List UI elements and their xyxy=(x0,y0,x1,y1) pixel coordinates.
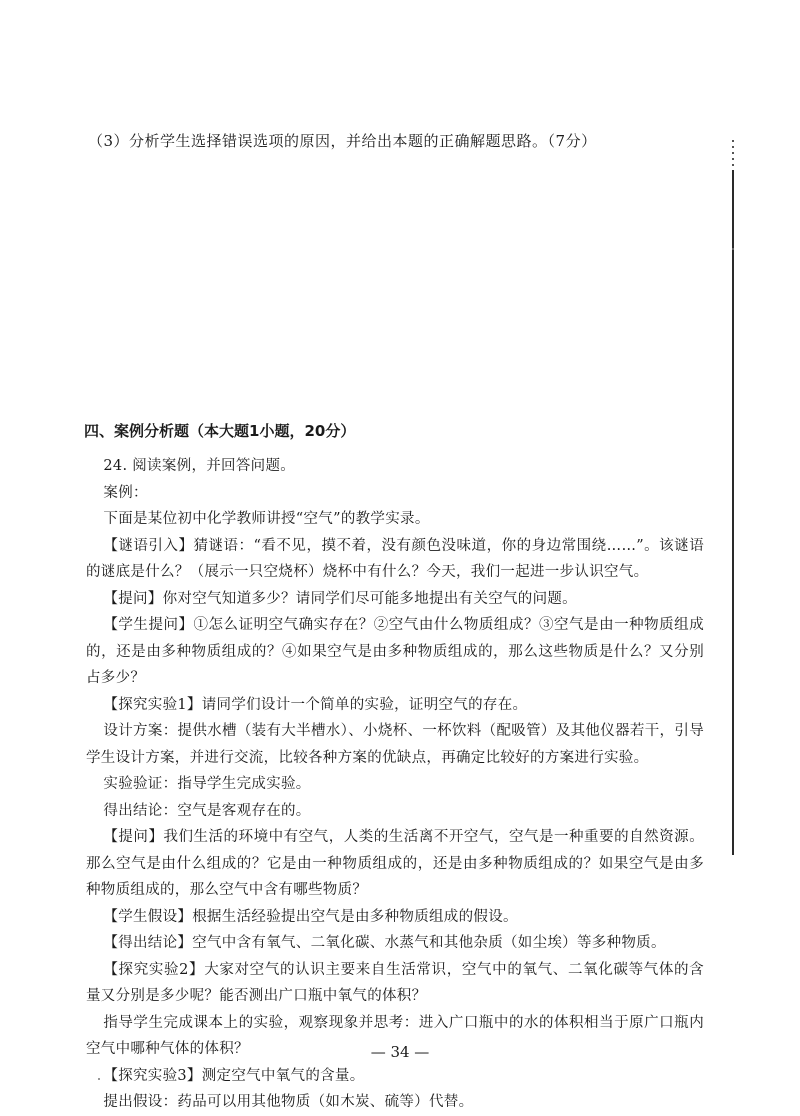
case-paragraph: 下面是某位初中化学教师讲授“空气”的教学实录。 xyxy=(103,511,430,527)
case-paragraph: 【学生假设】根据生活经验提出空气是由多种物质组成的假设。 xyxy=(103,908,518,925)
case-paragraph: 【探究实验2】大家对空气的认识主要来自生活常识，空气中的氧气、二氧化碳等气体的含量又分别是多少呢？能否测出广口瓶中氧气的体积？ xyxy=(86,961,704,1004)
scan-speck xyxy=(98,1078,100,1080)
case-paragraph: 得出结论：空气是客观存在的。 xyxy=(103,802,311,819)
case-paragraph: 提出假设：药品可以用其他物质（如木炭、硫等）代替。 xyxy=(103,1094,474,1110)
case-paragraph: 【得出结论】空气中含有氧气、二氧化碳、水蒸气和其他杂质（如尘埃）等多种物质。 xyxy=(103,935,666,951)
case-paragraph: 【探究实验1】请同学们设计一个简单的实验，证明空气的存在。 xyxy=(103,696,528,713)
case-study-body xyxy=(86,453,704,1116)
case-paragraph: 【探究实验3】测定空气中氧气的含量。 xyxy=(103,1067,365,1084)
case-paragraph: 24. 阅读案例，并回答问题。 xyxy=(103,458,296,474)
section-title: 四、案例分析题（本大题1小题，20分） xyxy=(84,422,356,440)
case-paragraph: 实验验证：指导学生完成实验。 xyxy=(103,776,311,792)
question-3-prompt: （3）分析学生选择错误选项的原因，并给出本题的正确解题思路。（7分） xyxy=(88,132,597,150)
case-paragraph: 【谜语引入】猜谜语：“看不见，摸不着，没有颜色没味道，你的身边常围绕……”。该谜语的谜底是什么？（展示一只空烧杯）烧杯中有什么？今天，我们一起进一步认识空气。 xyxy=(86,537,704,580)
margin-dotted-line xyxy=(732,140,734,170)
case-paragraph: 【提问】你对空气知道多少？请同学们尽可能多地提出有关空气的问题。 xyxy=(103,590,577,607)
page-number: — 34 — xyxy=(370,1043,430,1061)
case-paragraph: 指导学生完成课本上的实验，观察现象并思考：进入广口瓶中的水的体积相当于原广口瓶内空气中哪种气体的体积？ xyxy=(86,1014,704,1057)
case-paragraph: 案例： xyxy=(103,484,148,501)
margin-binding-line xyxy=(732,170,734,855)
case-paragraph: 【学生提问】①怎么证明空气确实存在？②空气由什么物质组成？③空气是由一种物质组成的，还是由多种物质组成的？④如果空气是由多种物质组成的，那么这些物质是什么？又分别占多少？ xyxy=(86,617,704,686)
scan-speck xyxy=(732,248,734,250)
case-paragraph: 【提问】我们生活的环境中有空气，人类的生活离不开空气，空气是一种重要的自然资源。那么空气是由什么组成的？它是由一种物质组成的，还是由多种物质组成的？如果空气是由多种物质组成的，那么空气中含有哪些物质？ xyxy=(86,829,704,898)
case-paragraph: 设计方案：提供水槽（装有大半槽水）、小烧杯、一杯饮料（配吸管）及其他仪器若干，引导学生设计方案，并进行交流，比较各种方案的优缺点，再确定比较好的方案进行实验。 xyxy=(86,723,704,766)
